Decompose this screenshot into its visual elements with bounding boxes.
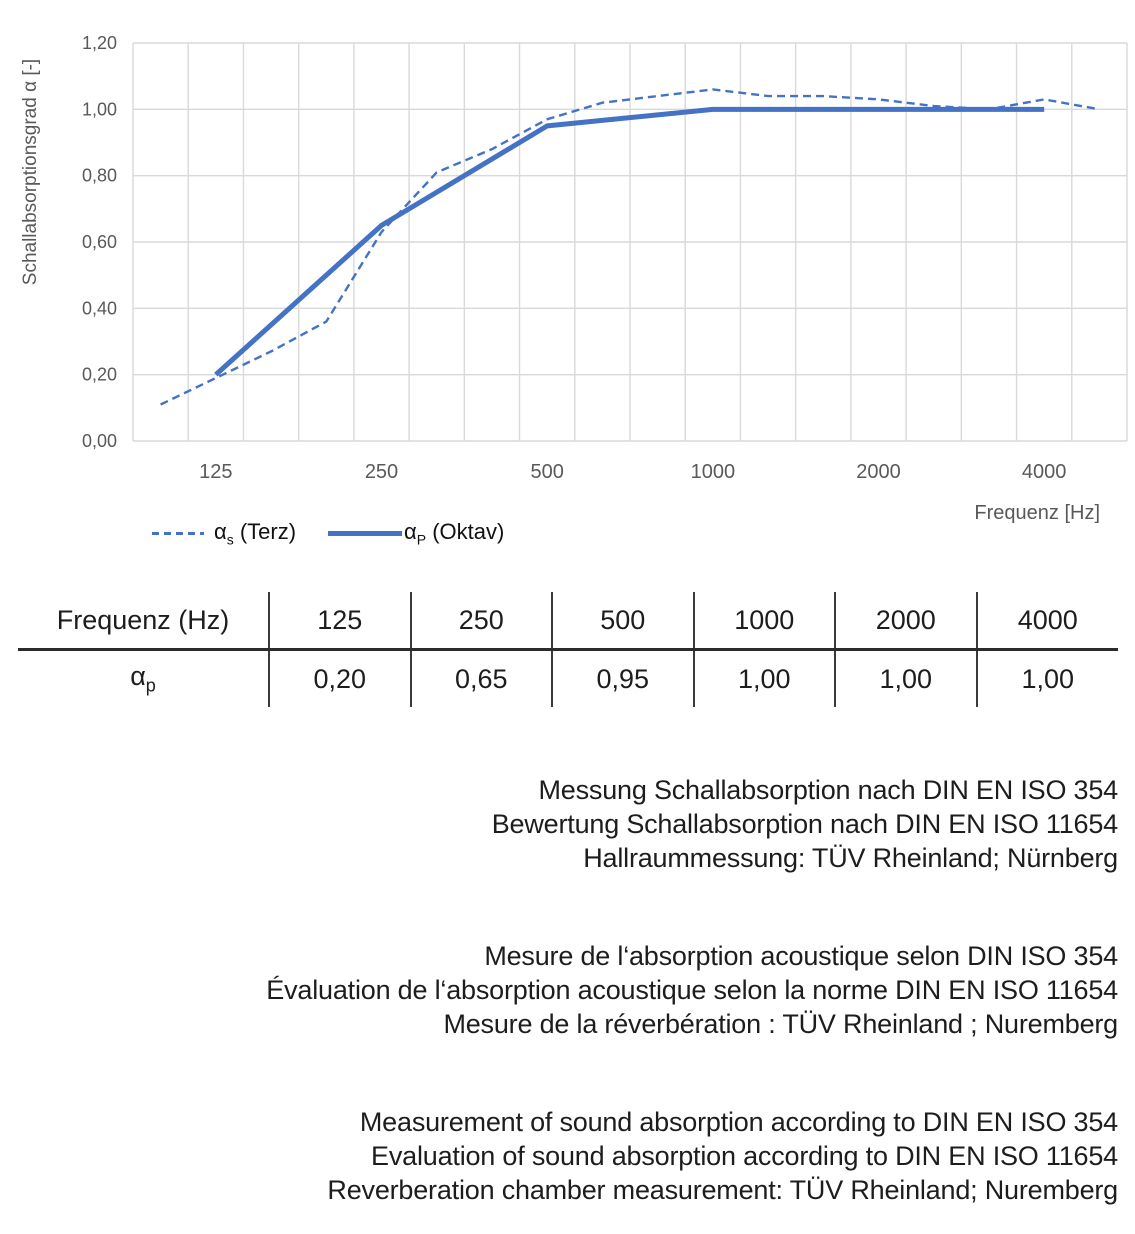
- table-header-row: [18, 592, 1118, 650]
- note-line: Messung Schallabsorption nach DIN EN ISO 354: [538, 775, 1118, 805]
- y-tick-label: 0,40: [81, 298, 117, 319]
- legend-item-oktav: [328, 519, 504, 547]
- absorption-table: [18, 592, 1118, 707]
- solid-line-swatch: [328, 531, 402, 536]
- table-value-cell: 1,00: [977, 650, 1119, 708]
- note-line: Hallraummessung: TÜV Rheinland; Nürnberg: [583, 843, 1118, 873]
- x-tick-label: 2000: [856, 461, 901, 483]
- y-tick-label: 1,20: [81, 33, 117, 53]
- table-frequency-cell: 2000: [835, 592, 977, 650]
- note-english: [0, 1105, 1118, 1207]
- x-tick-label: 1000: [690, 461, 736, 483]
- chart-legend: [152, 519, 504, 547]
- legend-label-oktav: $\alpha_P$ (Oktav): [404, 519, 505, 548]
- y-axis-title: Schallabsorptionsgrad α [-]: [20, 58, 41, 286]
- alpha-p-label: $\alpha_p$: [130, 661, 156, 696]
- x-tick-label: 250: [364, 461, 399, 483]
- x-tick-label: 4000: [1021, 461, 1067, 483]
- x-axis-title: Frequenz [Hz]: [974, 502, 1100, 524]
- note-line: Bewertung Schallabsorption nach DIN EN ISO 11654: [491, 809, 1118, 839]
- table-value-cell: 1,00: [835, 650, 977, 708]
- table-header-label: Frequenz (Hz): [18, 592, 269, 650]
- table-value-cell: 0,95: [552, 650, 694, 708]
- y-tick-label: 1,00: [81, 99, 117, 120]
- table-value-row: [18, 650, 1118, 708]
- note-line: Mesure de l‘absorption acoustique selon DIN ISO 354: [484, 941, 1118, 971]
- absorption-chart-svg: [0, 0, 1135, 552]
- absorption-chart: [0, 0, 1135, 552]
- note-line: Evaluation of sound absorption according to DIN EN ISO 11654: [371, 1141, 1118, 1171]
- table-frequency-cell: 500: [552, 592, 694, 650]
- x-tick-label: 500: [530, 461, 564, 483]
- table-value-cell: 0,65: [411, 650, 553, 708]
- table-frequency-cell: 125: [269, 592, 411, 650]
- note-german: [0, 773, 1118, 875]
- legend-label-terz: $\alpha_s$ (Terz): [214, 519, 297, 548]
- table-frequency-cell: 250: [411, 592, 553, 650]
- note-french: [0, 939, 1118, 1041]
- table-value-cell: 1,00: [694, 650, 836, 708]
- y-tick-label: 0,60: [81, 232, 117, 252]
- y-tick-label: 0,00: [81, 431, 117, 451]
- note-line: Measurement of sound absorption according to DIN EN ISO 354: [359, 1107, 1118, 1137]
- dashed-line-swatch: [152, 532, 204, 535]
- note-line: Reverberation chamber measurement: TÜV Rheinland; Nuremberg: [327, 1175, 1118, 1205]
- table-value-cell: 0,20: [269, 650, 411, 708]
- x-tick-label: 125: [199, 461, 233, 483]
- legend-item-terz: [152, 519, 296, 547]
- note-line: Évaluation de l‘absorption acoustique selon la norme DIN EN ISO 11654: [266, 975, 1118, 1005]
- table-frequency-cell: 1000: [694, 592, 836, 650]
- notes-section: [0, 773, 1135, 1207]
- table-frequency-cell: 4000: [977, 592, 1119, 650]
- y-tick-label: 0,20: [81, 364, 117, 385]
- note-line: Mesure de la réverbération : TÜV Rheinland ; Nuremberg: [443, 1009, 1118, 1039]
- y-tick-label: 0,80: [81, 165, 117, 186]
